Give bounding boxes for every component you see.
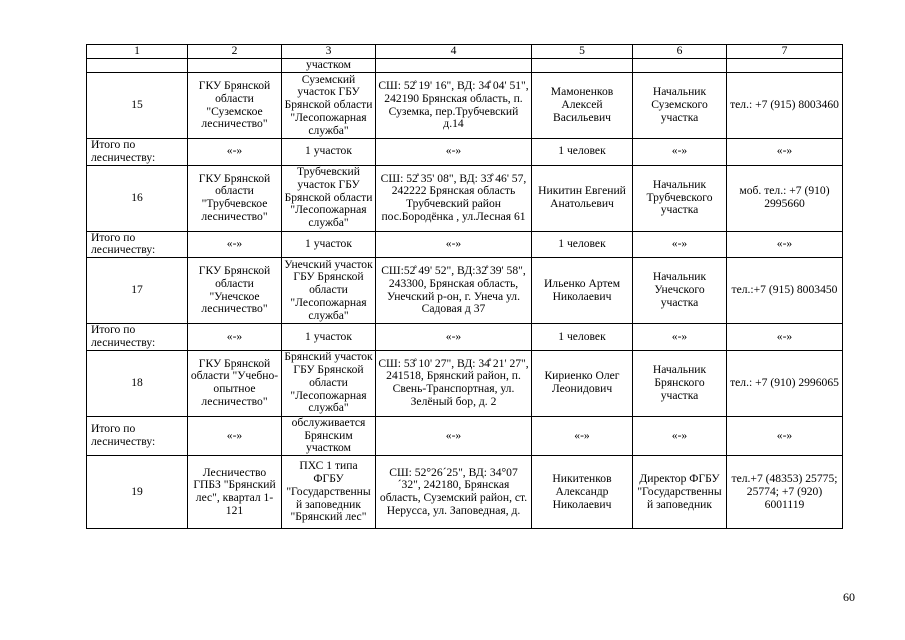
table-cell: ГКУ Брянской области "Унечское лесничество" — [188, 258, 282, 324]
table-cell: СШ: 52̊ 19' 16", ВД: 34̊ 04' 51", 242190 Брянская область, п. Суземка, пер.Трубчевский д.14 — [376, 73, 532, 139]
table-cell: ГКУ Брянской области "Суземское лесничество" — [188, 73, 282, 139]
table-cell: «-» — [633, 416, 727, 455]
table-cell: участком — [282, 59, 376, 73]
table-cell: Начальник Трубчевского участка — [633, 165, 727, 231]
table-cell: 17 — [87, 258, 188, 324]
table-cell: Директор ФГБУ "Государственный заповедник — [633, 456, 727, 529]
table-cell — [376, 59, 532, 73]
table-cell: СШ:52̊ 49' 52", ВД:32̊ 39' 58", 243300, Брянская область, Унечский р-он, г. Унеча ул. Садовая д 37 — [376, 258, 532, 324]
table-row — [87, 350, 843, 416]
table-cell: 1 человек — [532, 139, 633, 166]
table-cell: Начальник Брянского участка — [633, 350, 727, 416]
table-cell: Начальник Унечского участка — [633, 258, 727, 324]
table-cell: Мамоненков Алексей Васильевич — [532, 73, 633, 139]
table-cell: Никитин Евгений Анатольевич — [532, 165, 633, 231]
total-row — [87, 416, 843, 455]
table-cell: 19 — [87, 456, 188, 529]
table-cell: «-» — [188, 231, 282, 258]
table-cell — [188, 59, 282, 73]
table-cell: Брянский участок ГБУ Брянской области "Лесопожарная служба" — [282, 350, 376, 416]
table-cell: «-» — [376, 231, 532, 258]
table-cell: 1 участок — [282, 231, 376, 258]
table-cell: Итого по лесничеству: — [87, 324, 188, 351]
table-row — [87, 456, 843, 529]
table-cell: Никитенков Александр Николаевич — [532, 456, 633, 529]
table-cell: «-» — [727, 231, 843, 258]
table-cell: Трубчевский участок ГБУ Брянской области "Лесопожарная служба" — [282, 165, 376, 231]
table-cell: «-» — [376, 416, 532, 455]
table-cell: тел.:+7 (915) 8003450 — [727, 258, 843, 324]
total-row — [87, 324, 843, 351]
table-cell: 16 — [87, 165, 188, 231]
table-cell: «-» — [633, 231, 727, 258]
table-cell: тел.: +7 (915) 8003460 — [727, 73, 843, 139]
header-cell: 6 — [633, 45, 727, 59]
table-cell: Унечский участок ГБУ Брянской области "Лесопожарная служба" — [282, 258, 376, 324]
table-cell: СШ: 53̊ 10' 27", ВД: 34̊ 21' 27", 241518, Брянский район, п. Свень-Транспортная, ул. Зелёный бор, д. 2 — [376, 350, 532, 416]
table-cell: ГКУ Брянской области "Трубчевское лесничество" — [188, 165, 282, 231]
forestry-fire-service-table — [86, 44, 843, 529]
table-cell: «-» — [376, 139, 532, 166]
table-cell: обслуживается Брянским участком — [282, 416, 376, 455]
table-cell — [727, 59, 843, 73]
table-cell — [633, 59, 727, 73]
table-cell: СШ: 52°26´25", ВД: 34°07´32", 242180, Брянская область, Суземский район, ст. Нерусса, ул. Заповедная, д. — [376, 456, 532, 529]
table-cell: «-» — [188, 416, 282, 455]
continuation-row — [87, 59, 843, 73]
table-cell: 1 участок — [282, 139, 376, 166]
page-number: 60 — [843, 590, 855, 604]
table-cell: тел.: +7 (910) 2996065 — [727, 350, 843, 416]
table-cell: «-» — [727, 139, 843, 166]
table-cell: «-» — [188, 139, 282, 166]
table-cell — [87, 59, 188, 73]
table-cell: Итого по лесничеству: — [87, 231, 188, 258]
table-cell: тел.+7 (48353) 25775; 25774; +7 (920) 6001119 — [727, 456, 843, 529]
table-cell — [532, 59, 633, 73]
table-row — [87, 165, 843, 231]
table-cell: Суземский участок ГБУ Брянской области "Лесопожарная служба" — [282, 73, 376, 139]
table-cell: СШ: 52̊ 35' 08", ВД: 33̊ 46' 57, 242222 Брянская область Трубчевский район пос.Бородёнка , ул.Лесная 61 — [376, 165, 532, 231]
header-row — [87, 45, 843, 59]
header-cell: 5 — [532, 45, 633, 59]
table-cell: 1 участок — [282, 324, 376, 351]
total-row — [87, 231, 843, 258]
table-cell: Кириенко Олег Леонидович — [532, 350, 633, 416]
header-cell: 3 — [282, 45, 376, 59]
table-cell: Лесничество ГПБЗ "Брянский лес", квартал 1-121 — [188, 456, 282, 529]
table-cell: «-» — [376, 324, 532, 351]
table-cell: 1 человек — [532, 231, 633, 258]
table-cell: Начальник Суземского участка — [633, 73, 727, 139]
table-cell: Итого по лесничеству: — [87, 416, 188, 455]
header-cell: 7 — [727, 45, 843, 59]
table-cell: «-» — [727, 324, 843, 351]
table-cell: «-» — [532, 416, 633, 455]
table-cell: Ильенко Артем Николаевич — [532, 258, 633, 324]
table-cell: «-» — [188, 324, 282, 351]
table-cell: «-» — [727, 416, 843, 455]
table-cell: «-» — [633, 139, 727, 166]
table-cell: моб. тел.: +7 (910) 2995660 — [727, 165, 843, 231]
table-row — [87, 73, 843, 139]
table-cell: 18 — [87, 350, 188, 416]
total-row — [87, 139, 843, 166]
table-cell: «-» — [633, 324, 727, 351]
table-cell: ПХС 1 типа ФГБУ "Государственный заповедник "Брянский лес" — [282, 456, 376, 529]
header-cell: 2 — [188, 45, 282, 59]
header-cell: 4 — [376, 45, 532, 59]
table-cell: ГКУ Брянской области "Учебно-опытное лесничество" — [188, 350, 282, 416]
table-cell: 15 — [87, 73, 188, 139]
header-cell: 1 — [87, 45, 188, 59]
table-row — [87, 258, 843, 324]
table-cell: 1 человек — [532, 324, 633, 351]
table-cell: Итого по лесничеству: — [87, 139, 188, 166]
